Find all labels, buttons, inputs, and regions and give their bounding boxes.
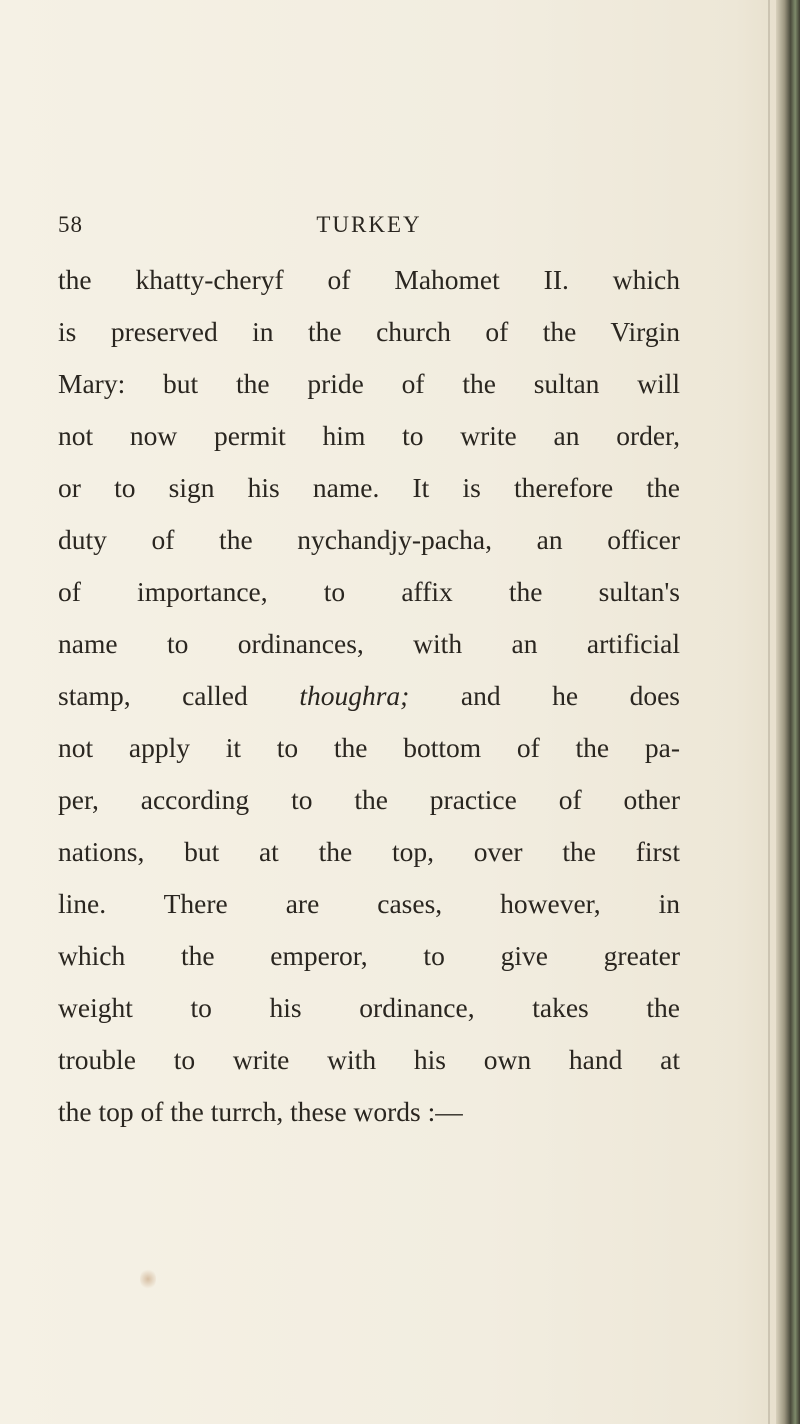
text-line: line. There are cases, however, in: [58, 888, 680, 919]
text-line: per, according to the practice of other: [58, 784, 680, 815]
page-number: 58: [58, 212, 83, 237]
text-line: name to ordinances, with an artificial: [58, 628, 680, 659]
text-line: of importance, to affix the sultan's: [58, 576, 680, 607]
text-line: which the emperor, to give greater: [58, 940, 680, 971]
text-line-final: the top of the turrch, these words :—: [58, 1096, 463, 1127]
running-title: TURKEY: [316, 212, 422, 237]
line-segment: and he does: [460, 680, 681, 711]
italic-term: thoughra;: [299, 680, 410, 711]
text-line: Mary: but the pride of the sultan will: [58, 368, 680, 399]
text-line: duty of the nychandjy-pacha, an officer: [58, 524, 680, 555]
text-line: weight to his ordinance, takes the: [58, 992, 680, 1023]
text-line: nations, but at the top, over the first: [58, 836, 680, 867]
text-line: trouble to write with his own hand at: [58, 1044, 680, 1075]
body-text: [58, 254, 680, 1138]
running-head: [58, 204, 680, 244]
page-fold-shadow: [768, 0, 770, 1424]
text-line-with-italic: [58, 670, 680, 722]
line-segment: stamp, called: [58, 680, 248, 711]
book-binding-edge: [776, 0, 800, 1424]
text-line: is preserved in the church of the Virgin: [58, 316, 680, 347]
text-line: the khatty-cheryf of Mahomet II. which: [58, 264, 680, 295]
text-line: or to sign his name. It is therefore the: [58, 472, 680, 503]
paper-stain: [140, 1268, 156, 1290]
text-line: not apply it to the bottom of the pa-: [58, 732, 680, 763]
text-line: not now permit him to write an order,: [58, 420, 680, 451]
